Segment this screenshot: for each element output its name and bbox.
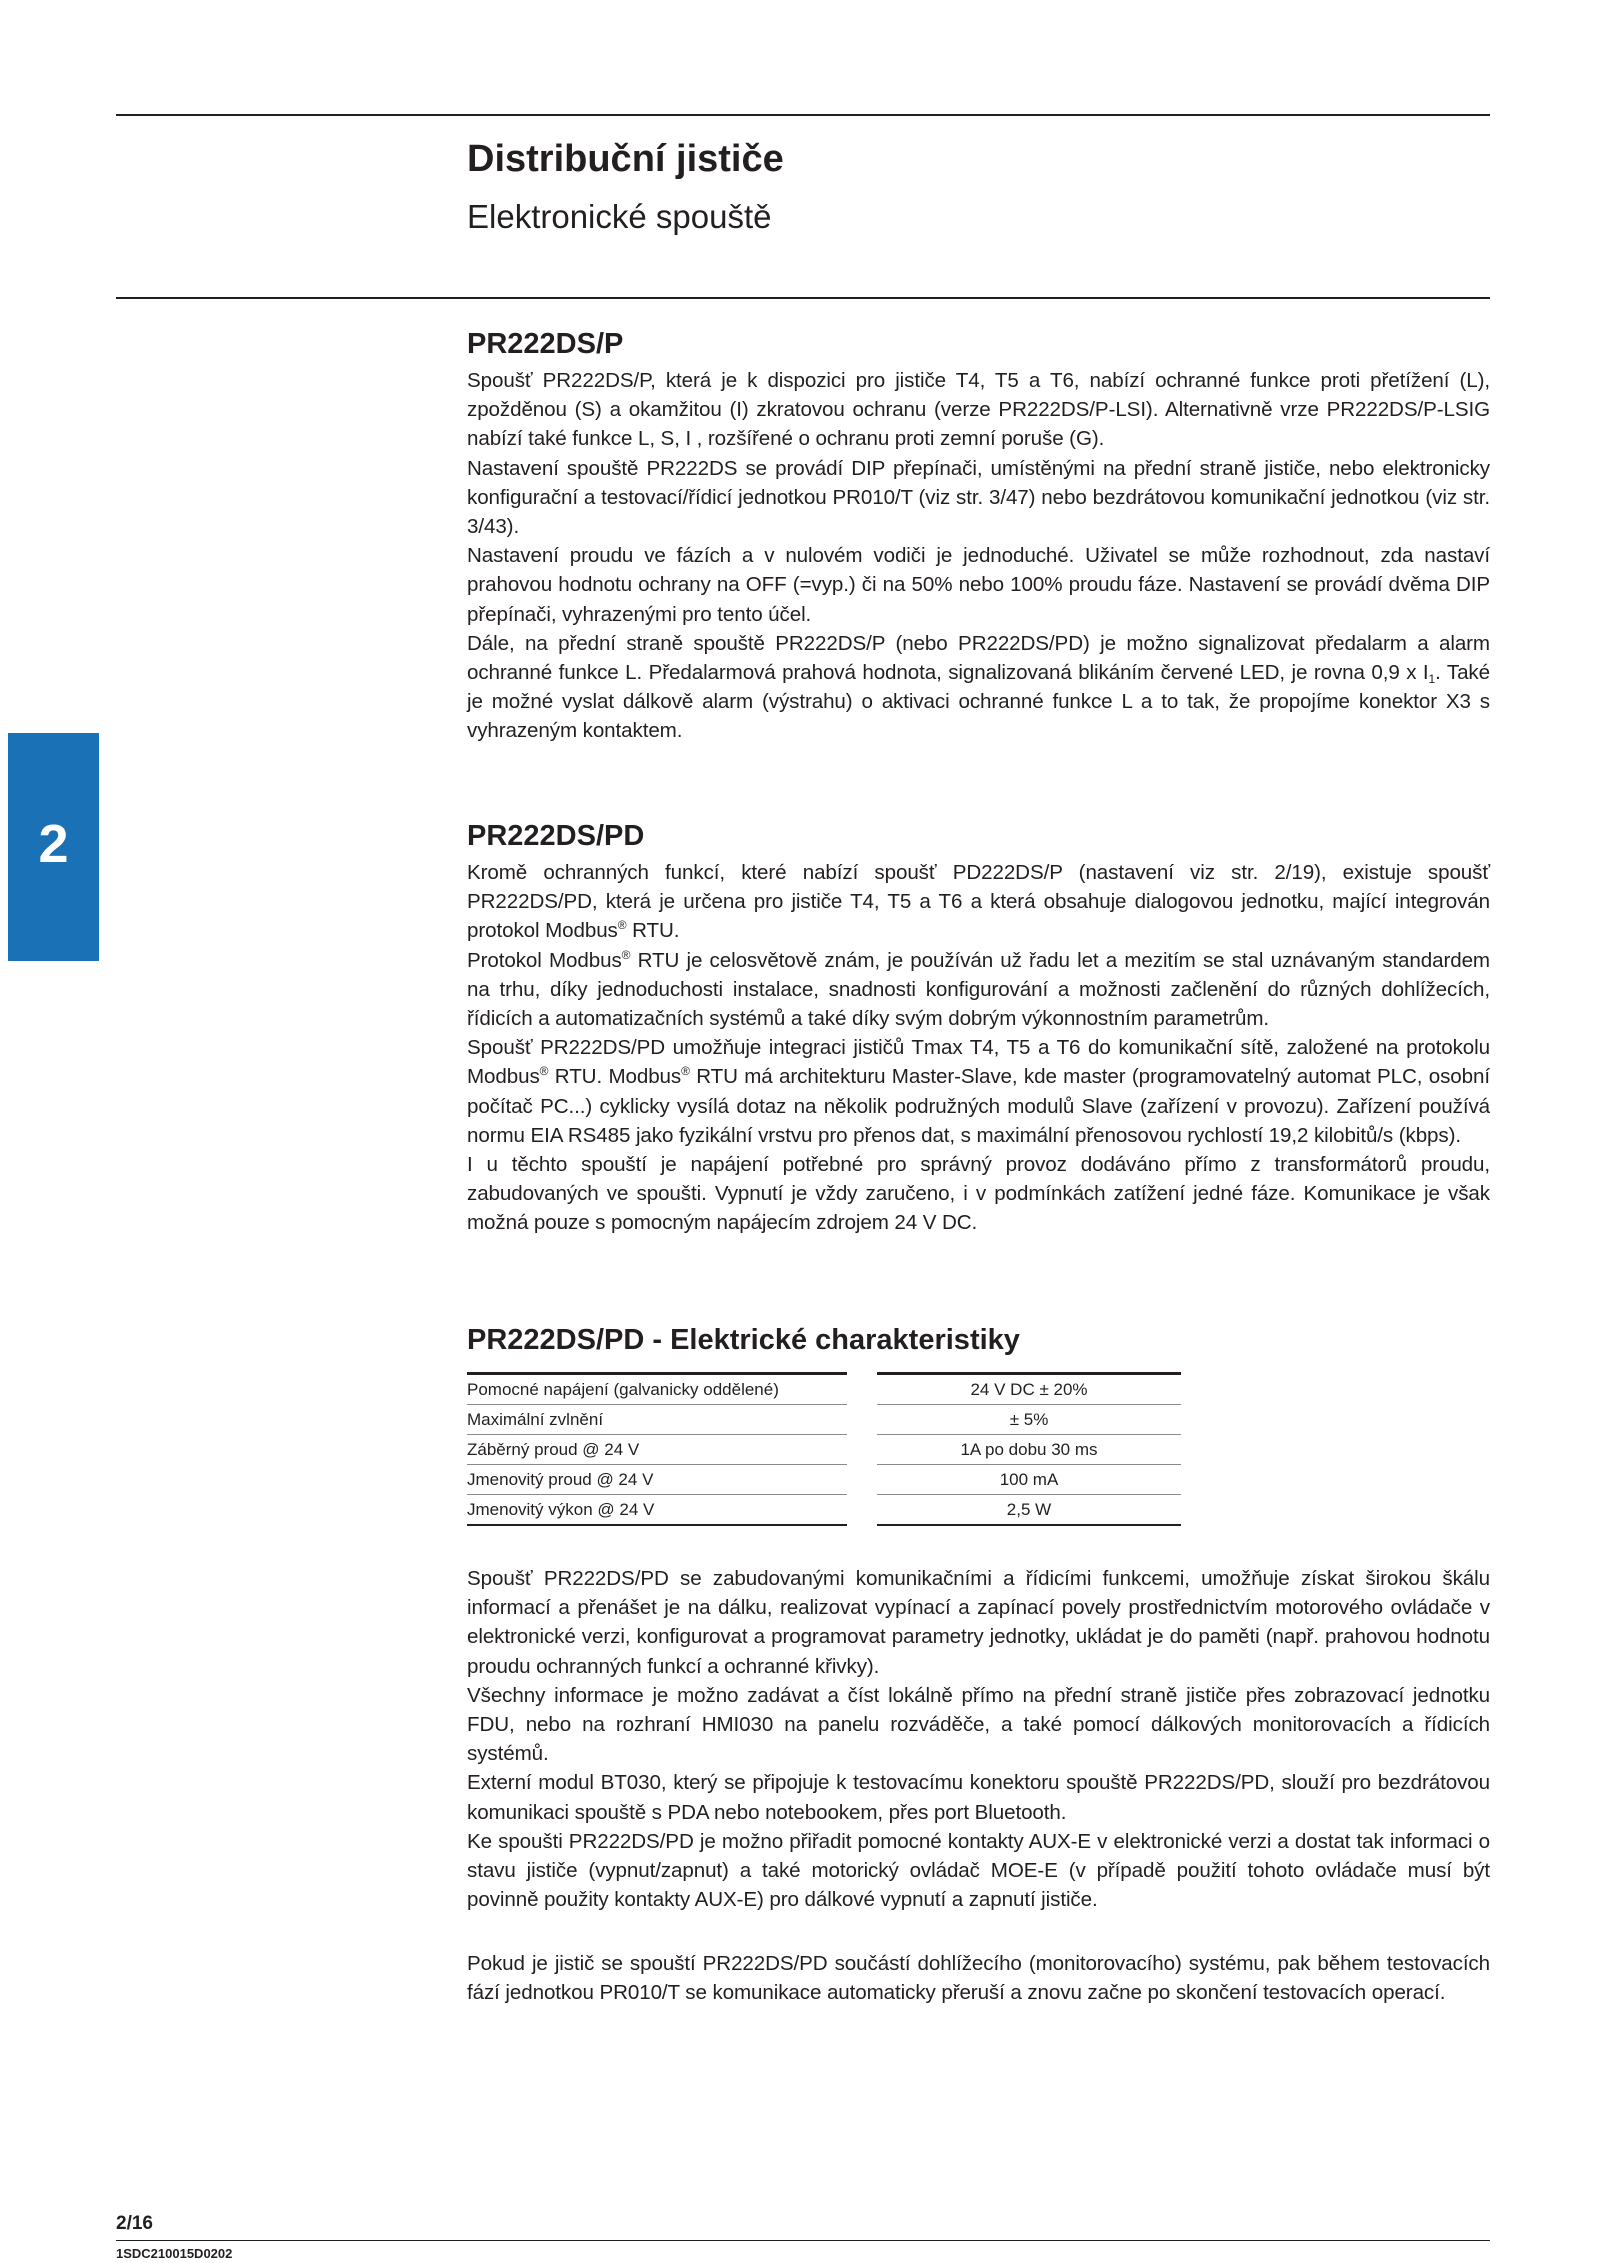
text-run: Dále, na přední straně spouště PR222DS/P (nebo PR222DS/PD) je možno signalizovat předalarm a alarm ochranné funkce L. Předalarmová prahová hodnota, signalizovaná blikáním červené LED, je rovna 0,9 x I: [467, 631, 1490, 685]
paragraph: Nastavení spouště PR222DS se provádí DIP přepínači, umístěnými na přední straně jističe, nebo elektronicky konfigurační a testovací/řídicí jednotkou PR010/T (viz str. 3/47) nebo bezdrátovou komunikační jednotkou (viz str. 3/43).: [467, 456, 1490, 539]
table-cell-label: Maximální zvlnění: [467, 1405, 847, 1435]
text-run: RTU. Modbus: [548, 1065, 682, 1089]
section-heading: PR222DS/PD - Elektrické charakteristiky: [467, 1324, 1020, 1356]
text-run: RTU.: [626, 919, 680, 943]
paragraph: [467, 858, 1490, 946]
paragraph: Externí modul BT030, který se připojuje k testovacímu konektoru spouště PR222DS/PD, slouží pro bezdrátovou komunikaci spouště s PDA nebo notebookem, přes port Bluetooth.: [467, 1771, 1490, 1824]
page-title: Distribuční jističe: [467, 138, 784, 180]
header-top-rule: [116, 114, 1490, 116]
registered-mark: ®: [617, 918, 627, 933]
paragraph: [467, 629, 1490, 746]
text-run: Protokol Modbus: [467, 948, 622, 972]
table-cell-label: Pomocné napájení (galvanicky oddělené): [467, 1375, 847, 1405]
page-subtitle: Elektronické spouště: [467, 198, 772, 235]
text-run: Kromě ochranných funkcí, které nabízí spoušť PD222DS/P (nastavení viz str. 2/19), existuje spoušť PR222DS/PD, která je určena pro jističe T4, T5 a T6 a která obsahuje dialogovou jednotku, mající integrován protokol Modbus: [467, 861, 1490, 943]
paragraph: Spoušť PR222DS/PD se zabudovanými komunikačními a řídicími funkcemi, umožňuje získat širokou škálu informací a přenášet je na dálku, realizovat vypínací a zapínací povely prostřednictvím motorového ovládače v elektronické verzi, konfigurovat a programovat parametry jednotky, ukládat je do paměti (např. prahovou hodnotu proudu ochranných funkcí a ochranné křivky).: [467, 1567, 1490, 1678]
registered-mark: ®: [539, 1064, 549, 1079]
registered-mark: ®: [681, 1064, 690, 1079]
table-cell-value: ± 5%: [877, 1405, 1181, 1435]
chapter-number: 2: [38, 814, 69, 874]
document-code: 1SDC210015D0202: [116, 2246, 233, 2261]
table-cell-value: 24 V DC ± 20%: [877, 1375, 1181, 1405]
paragraph: [467, 1033, 1490, 1150]
table-cell-value: 2,5 W: [877, 1495, 1181, 1526]
paragraph: I u těchto spouští je napájení potřebné pro správný provoz dodáváno přímo z transformátorů proudu, zabudovaných ve spoušti. Vypnutí je vždy zaručeno, i v podmínkách zatížení jedné fáze. Komunikace je však možná pouze s pomocným napájecím zdrojem 24 V DC.: [467, 1153, 1490, 1235]
paragraph: Ke spoušti PR222DS/PD je možno přiřadit pomocné kontakty AUX-E v elektronické verzi a dostat tak informaci o stavu jističe (vypnut/zapnut) a také motorický ovládač MOE-E (v případě použití tohoto ovládače musí být povinně použity kontakty AUX-E) pro dálkové vypnutí a zapnutí jističe.: [467, 1829, 1490, 1912]
table-cell-value: 100 mA: [877, 1465, 1181, 1495]
paragraph: Pokud je jistič se spouští PR222DS/PD součástí dohlížecího (monitorovacího) systému, pak během testovacích fází jednotkou PR010/T se komunikace automaticky přeruší a znovu začne po skončení testovacích operací.: [467, 1952, 1490, 2005]
text-run: Spoušť PR222DS/PD umožňuje integraci jističů Tmax T4, T5 a T6 do komunikační sítě, založené na protokolu Modbus: [467, 1036, 1490, 1089]
section-testing: [467, 1949, 1490, 2007]
table-cell-value: 1A po dobu 30 ms: [877, 1435, 1181, 1465]
paragraph: Spoušť PR222DS/P, která je k dispozici pro jističe T4, T5 a T6, nabízí ochranné funkce proti přetížení (L), zpožděnou (S) a okamžitou (I) zkratovou ochranu (verze PR222DS/P-LSI). Alternativně vrze PR222DS/P-LSIG nabízí také funkce L, S, I , rozšířené o ochranu proti zemní poruše (G).: [467, 369, 1490, 451]
paragraph: Všechny informace je možno zadávat a číst lokálně přímo na přední straně jističe přes zobrazovací jednotku FDU, nebo na rozhraní HMI030 na panelu rozváděče, a také pomocí dálkových monitorovacích a řídicích systémů.: [467, 1683, 1490, 1766]
text-run: . Také je možné vyslat dálkově alarm (výstrahu) o aktivaci ochranné funkce L a to tak, že propojíme konektor X3 s vyhrazeným kontaktem.: [467, 661, 1490, 743]
section-pr222ds-pd: [467, 818, 1490, 1238]
section-characteristics: [467, 1322, 1490, 1362]
section-pr222ds-p: [467, 326, 1490, 746]
registered-mark: ®: [621, 947, 631, 962]
table-cell-label: Jmenovitý výkon @ 24 V: [467, 1495, 847, 1526]
paragraph: [467, 946, 1490, 1034]
section-functions: [467, 1564, 1490, 1914]
page-number: 2/16: [116, 2213, 153, 2234]
table-cell-label: Záběrný proud @ 24 V: [467, 1435, 847, 1465]
table-value-column: [877, 1372, 1181, 1526]
subscript: 1: [1428, 672, 1436, 687]
text-run: RTU je celosvětově znám, je používán už řadu let a mezitím se stal uznávaným standardem na trhu, díky jednoduchosti instalace, snadnosti konfigurování a možnosti začlenění do různých dohlížecích, řídicích a automatizačních systémů a také díky svým dobrým výkonnostním parametrům.: [467, 948, 1490, 1031]
section-heading: PR222DS/P: [467, 328, 624, 360]
footer-rule: [116, 2240, 1490, 2241]
table-cell-label: Jmenovitý proud @ 24 V: [467, 1465, 847, 1495]
text-run: RTU má architekturu Master-Slave, kde master (programovatelný automat PLC, osobní počítač PC...) cyklicky vysílá dotaz na několik podružných modulů Slave (zařízení v provozu). Zařízení používá normu EIA RS485 jako fyzikální vrstvu pro přenos dat, s maximální přenosovou rychlostí 19,2 kilobitů/s (kbps).: [467, 1065, 1490, 1147]
chapter-tab: [8, 733, 99, 961]
header-bottom-rule: [116, 297, 1490, 299]
table-label-column: [467, 1372, 847, 1526]
paragraph: Nastavení proudu ve fázích a v nulovém vodiči je jednoduché. Uživatel se může rozhodnout, zda nastaví prahovou hodnotu ochrany na OFF (=vyp.) či na 50% nebo 100% proudu fáze. Nastavení se provádí dvěma DIP přepínači, vyhrazenými pro tento účel.: [467, 544, 1490, 626]
section-heading: PR222DS/PD: [467, 820, 645, 852]
